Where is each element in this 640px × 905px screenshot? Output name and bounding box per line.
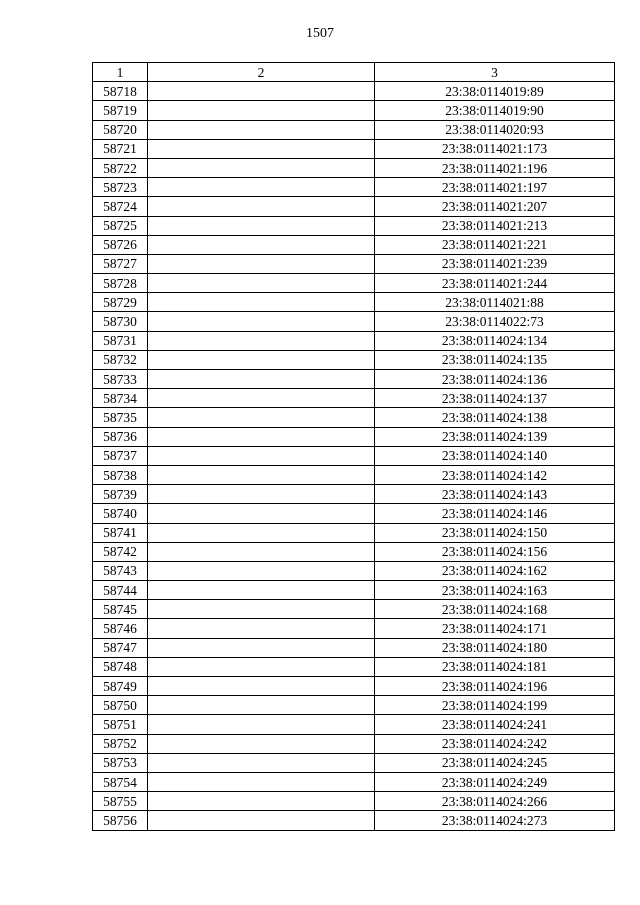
row-cadastral-number-cell: 23:38:0114019:90 [375,101,615,120]
row-description-cell [148,101,375,120]
row-description-cell [148,657,375,676]
table-row [93,696,615,715]
row-description-cell [148,619,375,638]
row-number-cell: 58726 [93,235,148,254]
row-number-cell: 58730 [93,312,148,331]
row-description-cell [148,696,375,715]
row-cadastral-number-cell: 23:38:0114024:137 [375,389,615,408]
table-row [93,504,615,523]
row-cadastral-number-cell: 23:38:0114024:140 [375,446,615,465]
row-description-cell [148,753,375,772]
row-number-cell: 58734 [93,389,148,408]
row-description-cell [148,677,375,696]
table-row [93,657,615,676]
table-row [93,389,615,408]
row-description-cell [148,139,375,158]
row-number-cell: 58740 [93,504,148,523]
table-row [93,427,615,446]
row-cadastral-number-cell: 23:38:0114021:239 [375,254,615,273]
row-number-cell: 58721 [93,139,148,158]
row-cadastral-number-cell: 23:38:0114021:88 [375,293,615,312]
row-cadastral-number-cell: 23:38:0114021:197 [375,178,615,197]
row-description-cell [148,370,375,389]
row-number-cell: 58735 [93,408,148,427]
row-cadastral-number-cell: 23:38:0114019:89 [375,82,615,101]
row-description-cell [148,408,375,427]
column-header-2: 2 [148,63,375,82]
table-row [93,753,615,772]
row-description-cell [148,274,375,293]
row-description-cell [148,158,375,177]
row-cadastral-number-cell: 23:38:0114024:245 [375,753,615,772]
row-description-cell [148,811,375,830]
row-cadastral-number-cell: 23:38:0114024:163 [375,581,615,600]
row-cadastral-number-cell: 23:38:0114024:136 [375,370,615,389]
row-number-cell: 58743 [93,561,148,580]
table-body [93,82,615,830]
table-row [93,465,615,484]
row-description-cell [148,254,375,273]
table-header-row [93,63,615,82]
table-row [93,274,615,293]
row-description-cell [148,465,375,484]
row-number-cell: 58723 [93,178,148,197]
table-row [93,600,615,619]
row-description-cell [148,504,375,523]
row-description-cell [148,734,375,753]
table-row [93,485,615,504]
table-row [93,331,615,350]
row-number-cell: 58724 [93,197,148,216]
row-cadastral-number-cell: 23:38:0114020:93 [375,120,615,139]
row-number-cell: 58737 [93,446,148,465]
table-row [93,254,615,273]
table-row [93,312,615,331]
row-number-cell: 58748 [93,657,148,676]
row-cadastral-number-cell: 23:38:0114024:171 [375,619,615,638]
row-number-cell: 58722 [93,158,148,177]
row-description-cell [148,427,375,446]
row-description-cell [148,542,375,561]
row-description-cell [148,523,375,542]
table-row [93,158,615,177]
row-number-cell: 58727 [93,254,148,273]
table-row [93,811,615,830]
row-cadastral-number-cell: 23:38:0114024:142 [375,465,615,484]
table-row [93,350,615,369]
table-row [93,772,615,791]
row-number-cell: 58725 [93,216,148,235]
table-row [93,120,615,139]
row-number-cell: 58742 [93,542,148,561]
row-cadastral-number-cell: 23:38:0114024:138 [375,408,615,427]
row-number-cell: 58720 [93,120,148,139]
row-number-cell: 58751 [93,715,148,734]
row-cadastral-number-cell: 23:38:0114024:181 [375,657,615,676]
row-number-cell: 58736 [93,427,148,446]
row-cadastral-number-cell: 23:38:0114024:180 [375,638,615,657]
table-row [93,619,615,638]
row-cadastral-number-cell: 23:38:0114024:156 [375,542,615,561]
table-row [93,370,615,389]
row-number-cell: 58746 [93,619,148,638]
table-row [93,523,615,542]
table-row [93,561,615,580]
row-description-cell [148,581,375,600]
row-cadastral-number-cell: 23:38:0114021:213 [375,216,615,235]
row-number-cell: 58729 [93,293,148,312]
row-description-cell [148,485,375,504]
table-row [93,178,615,197]
row-cadastral-number-cell: 23:38:0114024:241 [375,715,615,734]
table-row [93,216,615,235]
column-header-3: 3 [375,63,615,82]
row-number-cell: 58741 [93,523,148,542]
row-cadastral-number-cell: 23:38:0114024:150 [375,523,615,542]
row-number-cell: 58755 [93,792,148,811]
row-cadastral-number-cell: 23:38:0114024:139 [375,427,615,446]
row-number-cell: 58718 [93,82,148,101]
row-cadastral-number-cell: 23:38:0114021:244 [375,274,615,293]
table-row [93,293,615,312]
row-description-cell [148,293,375,312]
row-cadastral-number-cell: 23:38:0114021:221 [375,235,615,254]
row-description-cell [148,312,375,331]
row-cadastral-number-cell: 23:38:0114024:134 [375,331,615,350]
row-cadastral-number-cell: 23:38:0114022:73 [375,312,615,331]
row-cadastral-number-cell: 23:38:0114021:173 [375,139,615,158]
row-cadastral-number-cell: 23:38:0114024:162 [375,561,615,580]
page-number: 1507 [306,26,334,41]
row-cadastral-number-cell: 23:38:0114021:196 [375,158,615,177]
table-row [93,139,615,158]
table-row [93,677,615,696]
table-row [93,446,615,465]
row-description-cell [148,561,375,580]
table-row [93,792,615,811]
row-number-cell: 58756 [93,811,148,830]
row-cadastral-number-cell: 23:38:0114024:242 [375,734,615,753]
table-row [93,82,615,101]
column-header-1: 1 [93,63,148,82]
row-number-cell: 58732 [93,350,148,369]
row-description-cell [148,638,375,657]
row-cadastral-number-cell: 23:38:0114024:146 [375,504,615,523]
row-cadastral-number-cell: 23:38:0114024:199 [375,696,615,715]
row-number-cell: 58754 [93,772,148,791]
table-row [93,638,615,657]
row-cadastral-number-cell: 23:38:0114024:168 [375,600,615,619]
table-row [93,101,615,120]
row-description-cell [148,446,375,465]
row-cadastral-number-cell: 23:38:0114024:249 [375,772,615,791]
row-description-cell [148,120,375,139]
row-cadastral-number-cell: 23:38:0114021:207 [375,197,615,216]
table-row [93,542,615,561]
row-description-cell [148,197,375,216]
row-description-cell [148,331,375,350]
row-cadastral-number-cell: 23:38:0114024:143 [375,485,615,504]
row-number-cell: 58728 [93,274,148,293]
row-number-cell: 58752 [93,734,148,753]
table-row [93,715,615,734]
registry-table [92,62,615,831]
table-row [93,197,615,216]
row-description-cell [148,178,375,197]
row-cadastral-number-cell: 23:38:0114024:266 [375,792,615,811]
row-number-cell: 58733 [93,370,148,389]
row-cadastral-number-cell: 23:38:0114024:196 [375,677,615,696]
table-row [93,734,615,753]
row-description-cell [148,216,375,235]
row-number-cell: 58731 [93,331,148,350]
table-row [93,581,615,600]
row-description-cell [148,350,375,369]
table-row [93,235,615,254]
row-number-cell: 58744 [93,581,148,600]
row-cadastral-number-cell: 23:38:0114024:135 [375,350,615,369]
row-number-cell: 58750 [93,696,148,715]
row-description-cell [148,792,375,811]
row-description-cell [148,600,375,619]
row-description-cell [148,82,375,101]
row-description-cell [148,772,375,791]
row-number-cell: 58745 [93,600,148,619]
row-description-cell [148,389,375,408]
row-number-cell: 58749 [93,677,148,696]
row-number-cell: 58753 [93,753,148,772]
row-cadastral-number-cell: 23:38:0114024:273 [375,811,615,830]
row-number-cell: 58719 [93,101,148,120]
table-row [93,408,615,427]
row-description-cell [148,235,375,254]
row-number-cell: 58738 [93,465,148,484]
row-number-cell: 58739 [93,485,148,504]
row-description-cell [148,715,375,734]
row-number-cell: 58747 [93,638,148,657]
